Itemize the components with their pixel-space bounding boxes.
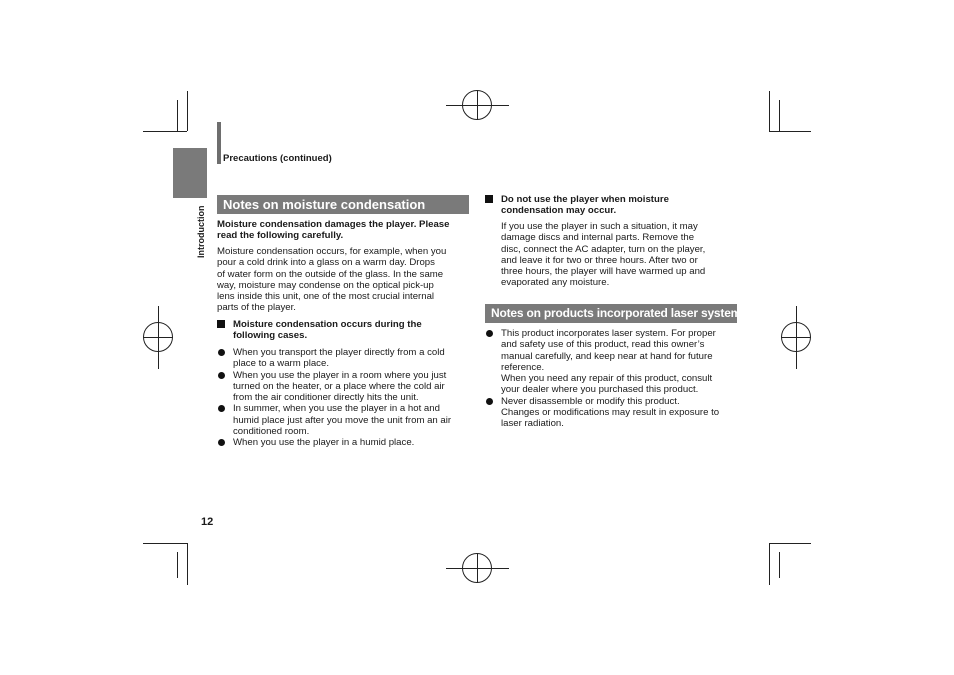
warning-heading bbox=[485, 194, 745, 218]
list-item-line: Never disassemble or modify this product. bbox=[501, 395, 680, 407]
list-item-line: turned on the heater, or a place where the cold air bbox=[233, 380, 445, 392]
square-bullet-icon bbox=[217, 320, 225, 328]
body-line: disc, connect the AC adapter, turn on the player, bbox=[501, 243, 706, 255]
list-item-line: and safety use of this product, read this owner’s bbox=[501, 339, 705, 351]
list-item-line: This product incorporates laser system. For proper bbox=[501, 328, 716, 339]
list-item-line: manual carefully, and keep near at hand for future bbox=[501, 350, 713, 362]
intro-line: read the following carefully. bbox=[217, 230, 344, 242]
body-line: damage discs and internal parts. Remove the bbox=[501, 232, 695, 244]
list-item bbox=[485, 328, 745, 396]
bullet-dot-icon bbox=[218, 372, 225, 379]
list-item bbox=[217, 437, 479, 448]
bullet-dot-icon bbox=[486, 398, 493, 405]
list-item-line: conditioned room. bbox=[233, 426, 310, 438]
list-item-line: When you use the player in a room where you just bbox=[233, 369, 447, 381]
body-line: three hours, the player will have warmed up and bbox=[501, 266, 706, 278]
warning-body bbox=[501, 221, 751, 289]
header-accent-bar bbox=[217, 122, 221, 164]
body-line: parts of the player. bbox=[217, 302, 296, 314]
list-item-line: When you need any repair of this product, consult bbox=[501, 373, 713, 385]
list-item-line: When you use the player in a humid place. bbox=[233, 437, 415, 449]
list-item-line: Changes or modifications may result in exposure to bbox=[501, 407, 720, 419]
list-item-line: humid place just after you move the unit from an air bbox=[233, 414, 452, 426]
body-line: lens inside this unit, one of the most crucial internal bbox=[217, 291, 435, 303]
list-item-line: reference. bbox=[501, 361, 545, 373]
body-line: pour a cold drink into a glass on a warm day. Drops bbox=[217, 257, 435, 269]
list-item bbox=[217, 403, 479, 437]
list-item bbox=[485, 396, 745, 430]
moisture-body bbox=[217, 246, 477, 314]
warning-heading-line: condensation may occur. bbox=[501, 205, 617, 217]
cases-heading-line: Moisture condensation occurs during the bbox=[233, 319, 422, 330]
section-heading-laser: Notes on products incorporated laser system bbox=[485, 304, 737, 323]
list-item-line: your dealer where you purchased this product. bbox=[501, 384, 699, 396]
list-item-line: In summer, when you use the player in a hot and bbox=[233, 403, 440, 415]
laser-list bbox=[485, 328, 745, 430]
body-line: If you use the player in such a situation, it may bbox=[501, 221, 698, 232]
side-tab bbox=[173, 148, 207, 198]
page-header-title: Precautions (continued) bbox=[223, 153, 332, 164]
square-bullet-icon bbox=[485, 195, 493, 203]
list-item bbox=[217, 370, 479, 404]
body-line: way, moisture may condense on the optical pick-up bbox=[217, 279, 434, 291]
list-item-line: place to a warm place. bbox=[233, 358, 329, 370]
body-line: of water form on the outside of the glass. In the same bbox=[217, 268, 444, 280]
list-item-line: from the air conditioner directly hits the unit. bbox=[233, 392, 419, 404]
intro-line: Moisture condensation damages the player. Please bbox=[217, 219, 450, 230]
list-item bbox=[217, 347, 479, 370]
bullet-dot-icon bbox=[218, 349, 225, 356]
bullet-dot-icon bbox=[218, 405, 225, 412]
warning-heading-line: Do not use the player when moisture bbox=[501, 194, 669, 205]
bullet-dot-icon bbox=[486, 330, 493, 337]
page-number: 12 bbox=[201, 516, 214, 528]
cases-heading-line: following cases. bbox=[233, 330, 308, 342]
body-line: and leave it for two or three hours. After two or bbox=[501, 254, 698, 266]
section-heading-moisture: Notes on moisture condensation bbox=[217, 195, 469, 214]
bullet-dot-icon bbox=[218, 439, 225, 446]
side-tab-label: Introduction bbox=[196, 206, 206, 259]
cases-list bbox=[217, 347, 479, 449]
moisture-intro bbox=[217, 219, 477, 242]
body-line: Moisture condensation occurs, for example, when you bbox=[217, 246, 447, 257]
list-item-line: laser radiation. bbox=[501, 418, 564, 430]
body-line: evaporated any moisture. bbox=[501, 277, 610, 289]
list-item-line: When you transport the player directly from a cold bbox=[233, 347, 445, 358]
cases-heading bbox=[217, 319, 477, 343]
